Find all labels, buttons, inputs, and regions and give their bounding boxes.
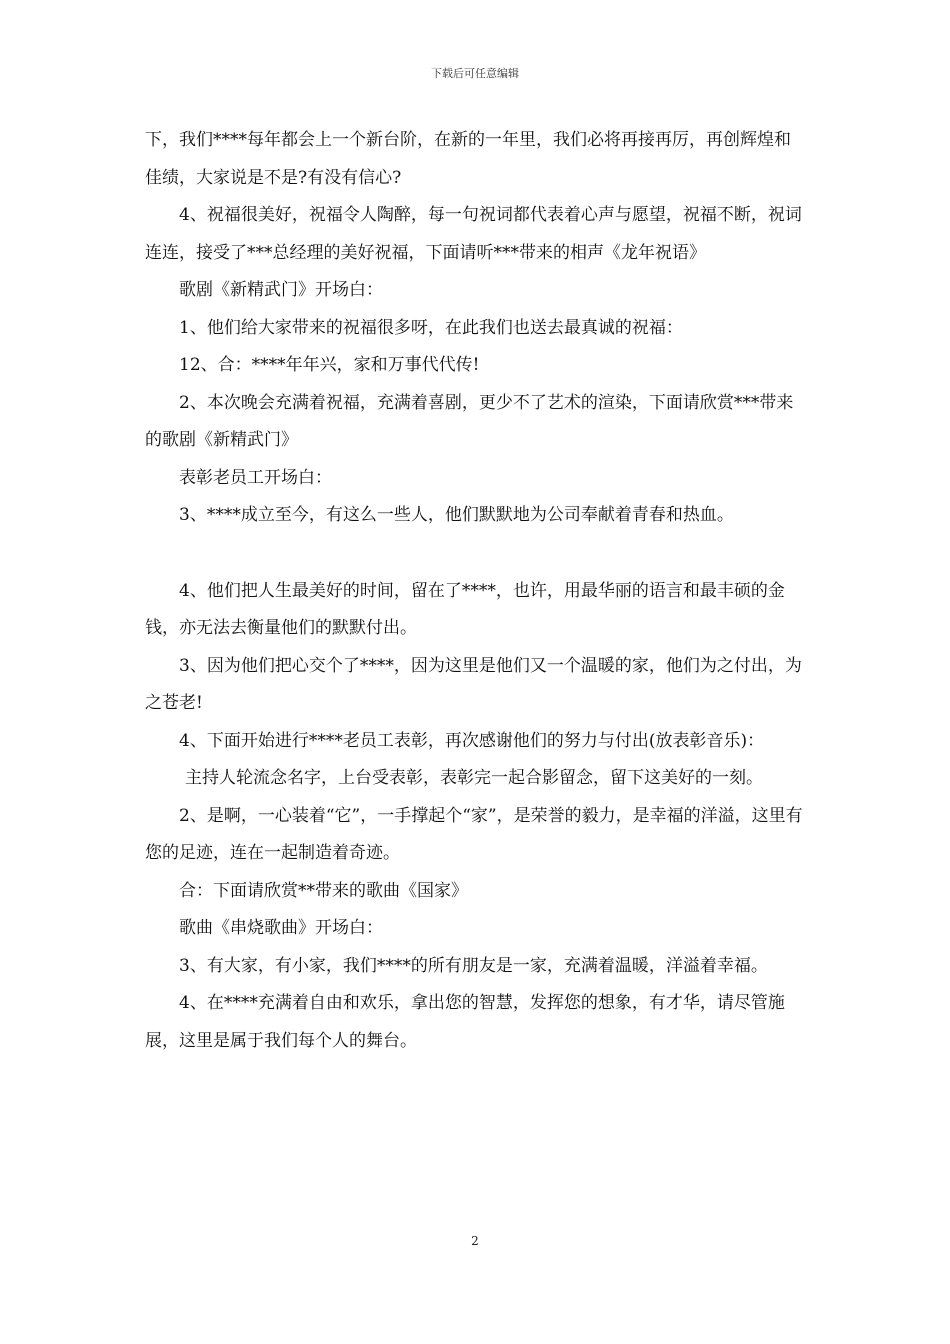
- paragraph: 3、因为他们把心交个了****，因为这里是他们又一个温暖的家，他们为之付出，为之苍老!: [145, 655, 802, 713]
- paragraph: 4、他们把人生最美好的时间，留在了****，也许，用最华丽的语言和最丰硕的金钱，亦无法去衡量他们的默默付出。: [145, 580, 785, 638]
- page-number: 2: [471, 1234, 479, 1248]
- section-heading: 表彰老员工开场白：: [179, 467, 332, 488]
- paragraph: 下，我们****每年都会上一个新台阶，在新的一年里，我们必将再接再厉，再创辉煌和佳绩，大家说是不是?有没有信心?: [145, 130, 791, 188]
- paragraph: 1、他们给大家带来的祝福很多呀，在此我们也送去最真诚的祝福：: [179, 317, 683, 338]
- page-header: 下载后可任意编辑: [431, 67, 519, 80]
- blank-line: [145, 535, 807, 573]
- paragraph: 2、是啊，一心装着“它”，一手撑起个“家”，是荣誉的毅力，是幸福的洋溢，这里有您的足迹，连在一起制造着奇迹。: [145, 805, 803, 863]
- paragraph: 4、在****充满着自由和欢乐，拿出您的智慧，发挥您的想象，有才华，请尽管施展，这里是属于我们每个人的舞台。: [145, 993, 785, 1051]
- paragraph: 合：下面请欣赏**带来的歌曲《国家》: [179, 880, 468, 901]
- paragraph: 3、****成立至今，有这么一些人，他们默默地为公司奉献着青春和热血。: [179, 505, 734, 525]
- paragraph: 3、有大家，有小家，我们****的所有朋友是一家，充满着温暖，洋溢着幸福。: [179, 955, 768, 976]
- section-heading: 歌剧《新精武门》开场白：: [179, 280, 383, 300]
- paragraph: 4、祝福很美好，祝福令人陶醉，每一句祝词都代表着心声与愿望，祝福不断，祝词连连，接受了***总经理的美好祝福，下面请听***带来的相声《龙年祝语》: [145, 205, 802, 263]
- paragraph: 主持人轮流念名字，上台受表彰，表彰完一起合影留念，留下这美好的一刻。: [185, 768, 763, 788]
- paragraph: 12、合：****年年兴，家和万事代代传!: [179, 355, 480, 375]
- paragraph: 2、本次晚会充满着祝福，充满着喜剧，更少不了艺术的渲染，下面请欣赏***带来的歌剧《新精武门》: [145, 392, 794, 450]
- paragraph: 4、下面开始进行****老员工表彰，再次感谢他们的努力与付出(放表彰音乐)：: [179, 730, 765, 751]
- document-body: [145, 122, 807, 1060]
- section-heading: 歌曲《串烧歌曲》开场白：: [179, 918, 383, 938]
